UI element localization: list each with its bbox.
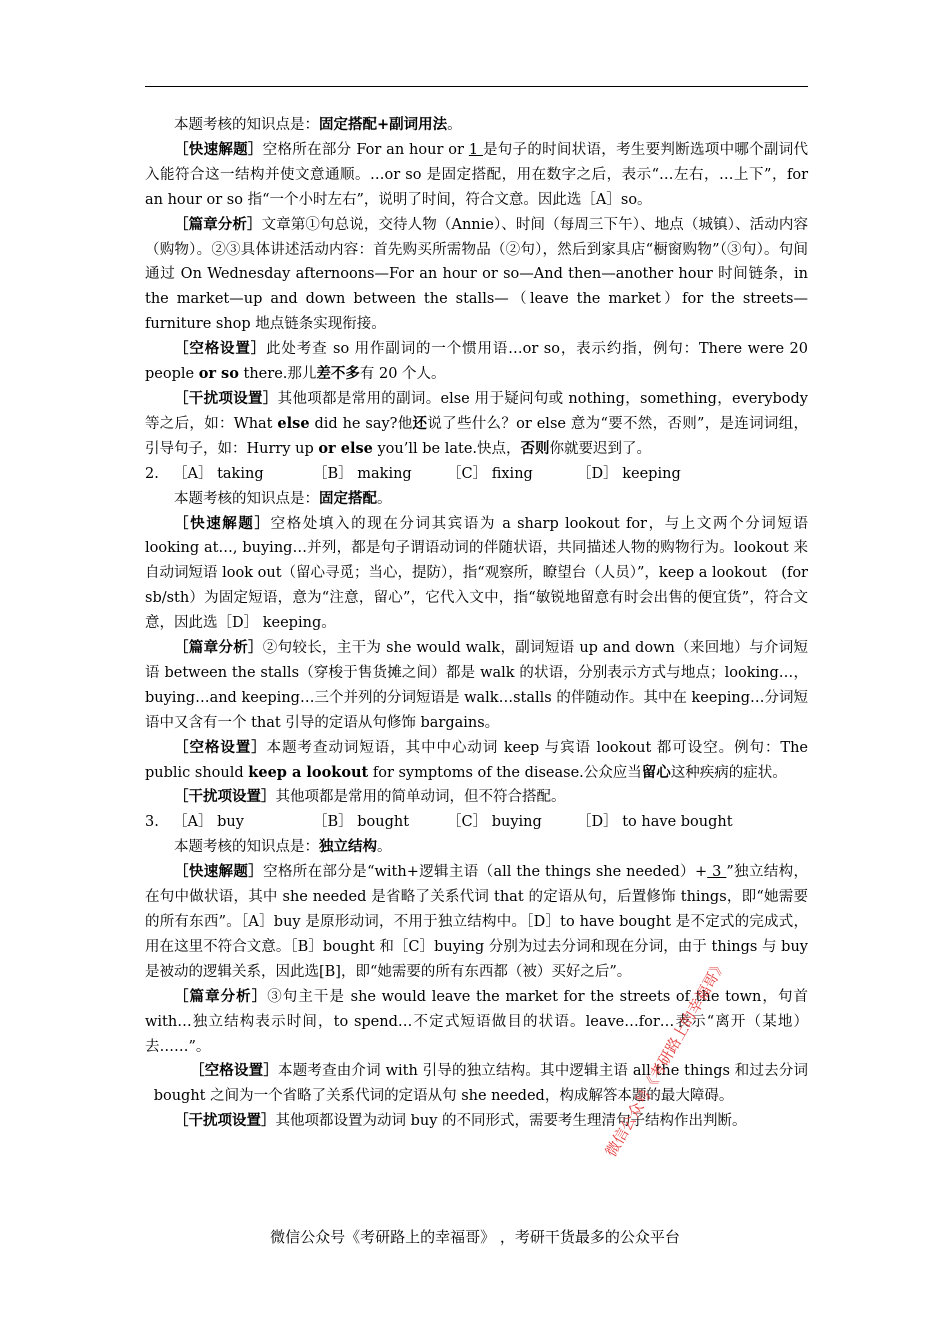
option-a: ［A］ taking xyxy=(173,465,264,482)
question-3-options xyxy=(145,810,808,835)
knowledge-point-2: 本题考核的知识点是：固定搭配。 xyxy=(174,489,392,507)
option-b: ［B］ bought xyxy=(313,814,410,831)
question-number: 3. xyxy=(145,814,159,831)
text-analysis-3: ［篇章分析］③句主干是 she would leave the market for the streets of the town，句首 with…独立结构表示时间，to spend…不定式短语做目的状语。leave…for…表示“离开（某地）去……”。 xyxy=(145,987,809,1055)
header-rule xyxy=(145,86,808,87)
quick-solution-3: ［快速解题］空格所在部分是“with+逻辑主语（all the things she needed）+ 3 ”独立结构，在句中做状语，其中 she needed 是省略了关系代词 that 的定语从句，后置修饰 things，即“她需要的所有东西”。［A］buy 是原形动词，不用于独立结构中。［D］to have bought 是不定式的完成式，用在这里不符合文意。［B］bought 和［C］buying 分别为过去分词和现在分词，由于 things 与 buy 是被动的逻辑关系，因此选[B]，即“她需要的所有东西都（被）买好之后”。 xyxy=(145,863,808,980)
blank-setting-3: ［空格设置］本题考查由介词 with 引导的独立结构。其中逻辑主语 all the things 和过去分词 bought 之间为一个省略了关系代词的定语从句 she needed，构成解答本题的最大障碍。 xyxy=(153,1062,809,1105)
question-number: 2. xyxy=(145,465,159,482)
option-c: ［C］ buying xyxy=(447,814,542,831)
blank-setting-1: ［空格设置］此处考查 so 用作副词的一个惯用语…or so，表示约指，例句：There were 20 people or so there.那儿差不多有 20 个人。 xyxy=(145,340,808,383)
knowledge-point-3: 本题考核的知识点是：独立结构。 xyxy=(174,838,392,856)
blank-setting-2: ［空格设置］本题考查动词短语，其中中心动词 keep 与宾语 lookout 都可设空。例句：The public should keep a lookout for symptoms of the disease.公众应当留心这种疾病的症状。 xyxy=(145,738,809,781)
option-a: ［A］ buy xyxy=(173,814,244,831)
option-d: ［D］ keeping xyxy=(577,465,681,482)
quick-solution-1: ［快速解题］空格所在部分 For an hour or 1 是句子的时间状语，考生要判断选项中哪个副词代入能符合这一结构并使文意通顺。…or so 是固定搭配，用在数字之后，表示“…左右，…上下”，for an hour or so 指“一个小时左右”，说明了时间，符合文意。因此选［A］so。 xyxy=(145,140,809,208)
text-analysis-1: ［篇章分析］文章第①句总说，交待人物（Annie）、时间（每周三下午）、地点（城镇）、活动内容（购物）。②③具体讲述活动内容：首先购买所需物品（②句），然后到家具店“橱窗购物”（③句）。句间通过 On Wednesday afternoons—For an hour or so—And then—another hour 时间链条，in the market—up and down between the stalls—（leave the market）for the streets—furniture shop 地点链条实现衔接。 xyxy=(145,215,808,333)
watermark-stamp: 微信公众号《考研路上的幸福哥》 xyxy=(601,956,730,1160)
distractor-setting-3: ［干扰项设置］其他项都设置为动词 buy 的不同形式，需要考生理清句子结构作出判断。 xyxy=(174,1112,747,1130)
knowledge-point-1: 本题考核的知识点是：固定搭配+副词用法。 xyxy=(174,116,462,133)
text-analysis-2: ［篇章分析］②句较长，主干为 she would walk，副词短语 up and down（来回地）与介词短语 between the stalls（穿梭于售货摊之间）都是 walk 的状语，分别表示方式与地点；looking…，buying…and keeping…三个并列的分词短语是 walk…stalls 的伴随动作。其中在 keeping…分词短语中又含有一个 that 引导的定语从句修饰 bargains。 xyxy=(145,639,808,731)
distractor-setting-1: ［干扰项设置］其他项都是常用的副词。else 用于疑问句或 nothing，something，everybody 等之后，如：What else did he say?他还说了些什么？or else 意为“要不然，否则”，是连词词组，引导句子，如：Hurry up or else you’ll be late.快点，否则你就要迟到了。 xyxy=(145,389,808,457)
quick-solution-2: ［快速解题］空格处填入的现在分词其宾语为 a sharp lookout for，与上文两个分词短语 looking at…, buying…并列，都是句子谓语动词的伴随状语，共同描述人物的购物行为。lookout 来自动词短语 look out（留心寻觅；当心，提防），指“观察所，瞭望台（人员）”，keep a lookout (for sb/sth）为固定短语，意为“注意，留心”，它代入文中，指“敏锐地留意有时会出售的便宜货”，符合文意，因此选［D］ keeping。 xyxy=(145,514,809,632)
question-2-options xyxy=(145,462,808,487)
distractor-setting-2: ［干扰项设置］其他项都是常用的简单动词，但不符合搭配。 xyxy=(174,788,566,806)
option-d: ［D］ to have bought xyxy=(577,814,733,831)
option-c: ［C］ fixing xyxy=(447,465,533,482)
footer-text: 微信公众号《考研路上的幸福哥》 ，考研干货最多的公众平台 xyxy=(270,1228,680,1246)
option-b: ［B］ making xyxy=(313,465,412,482)
